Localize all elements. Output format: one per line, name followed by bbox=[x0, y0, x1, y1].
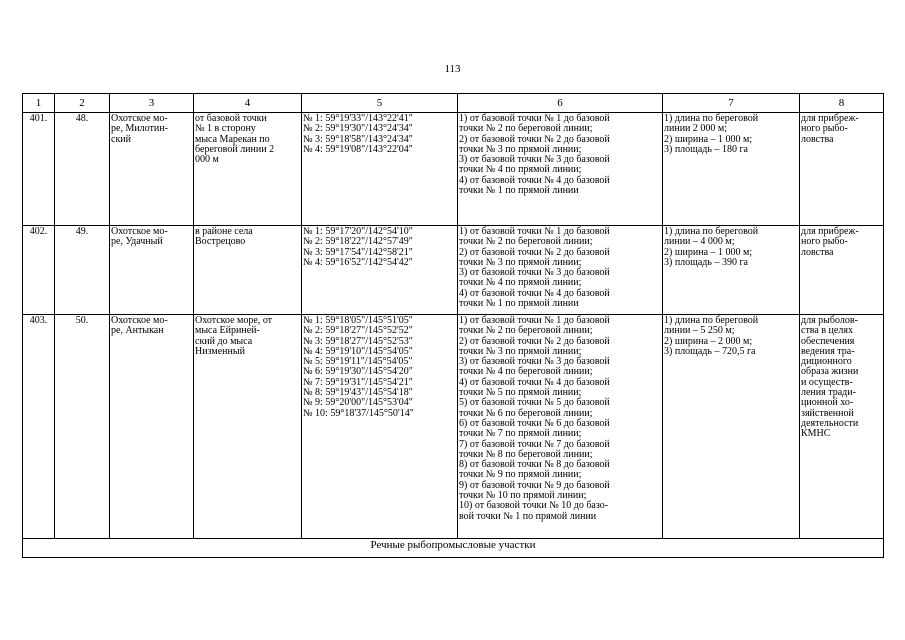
area-location: в районе села Вострецово bbox=[194, 226, 302, 315]
column-header: 2 bbox=[55, 94, 110, 113]
coordinate-line: № 3: 59°18'27"/145°52'53" bbox=[303, 335, 413, 347]
coordinate-line: № 2: 59°19'30"/143°24'34" bbox=[303, 123, 413, 135]
area-purpose: для прибреж- ного рыбо- ловства bbox=[800, 113, 884, 226]
fishing-areas-table bbox=[22, 93, 884, 558]
coordinate-line: № 1: 59°19'33"/143°22'41" bbox=[303, 113, 413, 124]
column-header: 6 bbox=[458, 94, 663, 113]
area-name: Охотское мо- ре, Антыкан bbox=[110, 315, 194, 539]
column-header: 5 bbox=[302, 94, 458, 113]
coordinate-line: № 7: 59°19'31"/145°54'21" bbox=[303, 376, 413, 388]
row-number: 402. bbox=[23, 226, 55, 315]
boundary-description: 1) от базовой точки № 1 до базовой точки № 2 по береговой линии; 2) от базовой точки № 2 до базовой точки № 3 по прямой линии; 3) от базовой точки № 3 до базовой точки № 4 по береговой линии; 4) от базовой точки № 4 до базовой точки № 5 по прямой линии; 5) от базовой точки № 5 до базовой точки № 6 по береговой линии; 6) от базовой точки № 6 до базовой точки № 7 по прямой линии; 7) от базовой точки № 7 до базовой точки № 8 по береговой линии; 8) от базовой точки № 8 до базовой точки № 9 по прямой линии; 9) от базовой точки № 9 до базовой точки № 10 по прямой линии; 10) от базовой точки № 10 до базо- вой точки № 1 по прямой линии bbox=[458, 315, 663, 539]
coordinate-line: № 8: 59°19'43"/145°54'18" bbox=[303, 387, 413, 399]
row-number: 401. bbox=[23, 113, 55, 226]
area-location: от базовой точки № 1 в сторону мыса Марекан по береговой линии 2 000 м bbox=[194, 113, 302, 226]
boundary-description: 1) от базовой точки № 1 до базовой точки № 2 по береговой линии; 2) от базовой точки № 2 до базовой точки № 3 по прямой линии; 3) от базовой точки № 3 до базовой точки № 4 по прямой линии; 4) от базовой точки № 4 до базовой точки № 1 по прямой линии bbox=[458, 226, 663, 315]
column-header: 4 bbox=[194, 94, 302, 113]
coordinate-line: № 10: 59°18'37/145°50'14" bbox=[303, 407, 414, 419]
table-row bbox=[23, 226, 884, 315]
area-name: Охотское мо- ре, Удачный bbox=[110, 226, 194, 315]
coordinate-line: № 9: 59°20'00"/145°53'04" bbox=[303, 397, 413, 409]
coordinate-line: № 5: 59°19'11"/145°54'05" bbox=[303, 356, 413, 368]
coordinates-cell bbox=[302, 226, 458, 315]
area-purpose: для прибреж- ного рыбо- ловства bbox=[800, 226, 884, 315]
coordinates-cell bbox=[302, 113, 458, 226]
area-name: Охотское мо- ре, Милотин- ский bbox=[110, 113, 194, 226]
area-location: Охотское море, от мыса Ейриней- ский до мыса Низменный bbox=[194, 315, 302, 539]
area-dimensions: 1) длина по береговой линии – 5 250 м; 2) ширина – 2 000 м; 3) площадь – 720,5 га bbox=[663, 315, 800, 539]
coordinate-line: № 4: 59°16'52"/142°54'42" bbox=[303, 256, 413, 268]
header-row bbox=[23, 94, 884, 113]
area-dimensions: 1) длина по береговой линии 2 000 м; 2) ширина – 1 000 м; 3) площадь – 180 га bbox=[663, 113, 800, 226]
table-row bbox=[23, 315, 884, 539]
coordinate-line: № 2: 59°18'27"/145°52'52" bbox=[303, 325, 413, 337]
coordinate-line: № 6: 59°19'30"/145°54'20" bbox=[303, 366, 413, 378]
area-number: 48. bbox=[55, 113, 110, 226]
area-purpose: для рыболов- ства в целях обеспечения ведения тра- диционного образа жизни и осуществ- ления тради- ционной хо- зяйственной деятельности КМНС bbox=[800, 315, 884, 539]
coordinate-line: № 3: 59°18'58"/143°24'34" bbox=[303, 133, 413, 145]
page-number: 113 bbox=[444, 63, 461, 75]
section-title: Речные рыбопромысловые участки bbox=[23, 539, 884, 558]
area-dimensions: 1) длина по береговой линии – 4 000 м; 2) ширина – 1 000 м; 3) площадь – 390 га bbox=[663, 226, 800, 315]
coordinates-cell bbox=[302, 315, 458, 539]
section-row bbox=[23, 539, 884, 558]
column-header: 3 bbox=[110, 94, 194, 113]
boundary-description: 1) от базовой точки № 1 до базовой точки № 2 по береговой линии; 2) от базовой точки № 2 до базовой точки № 3 по прямой линии; 3) от базовой точки № 3 до базовой точки № 4 по прямой линии; 4) от базовой точки № 4 до базовой точки № 1 по прямой линии bbox=[458, 113, 663, 226]
area-number: 49. bbox=[55, 226, 110, 315]
coordinate-line: № 1: 59°17'20"/142°54'10" bbox=[303, 226, 413, 237]
area-number: 50. bbox=[55, 315, 110, 539]
coordinate-line: № 2: 59°18'22"/142°57'49" bbox=[303, 236, 413, 248]
column-header: 8 bbox=[800, 94, 884, 113]
coordinate-line: № 4: 59°19'08"/143°22'04" bbox=[303, 143, 413, 155]
coordinate-line: № 4: 59°19'10"/145°54'05" bbox=[303, 345, 413, 357]
column-header: 1 bbox=[23, 94, 55, 113]
column-header: 7 bbox=[663, 94, 800, 113]
table-row bbox=[23, 113, 884, 226]
row-number: 403. bbox=[23, 315, 55, 539]
coordinate-line: № 1: 59°18'05"/145°51'05" bbox=[303, 315, 413, 326]
coordinate-line: № 3: 59°17'54"/142°58'21" bbox=[303, 246, 413, 258]
